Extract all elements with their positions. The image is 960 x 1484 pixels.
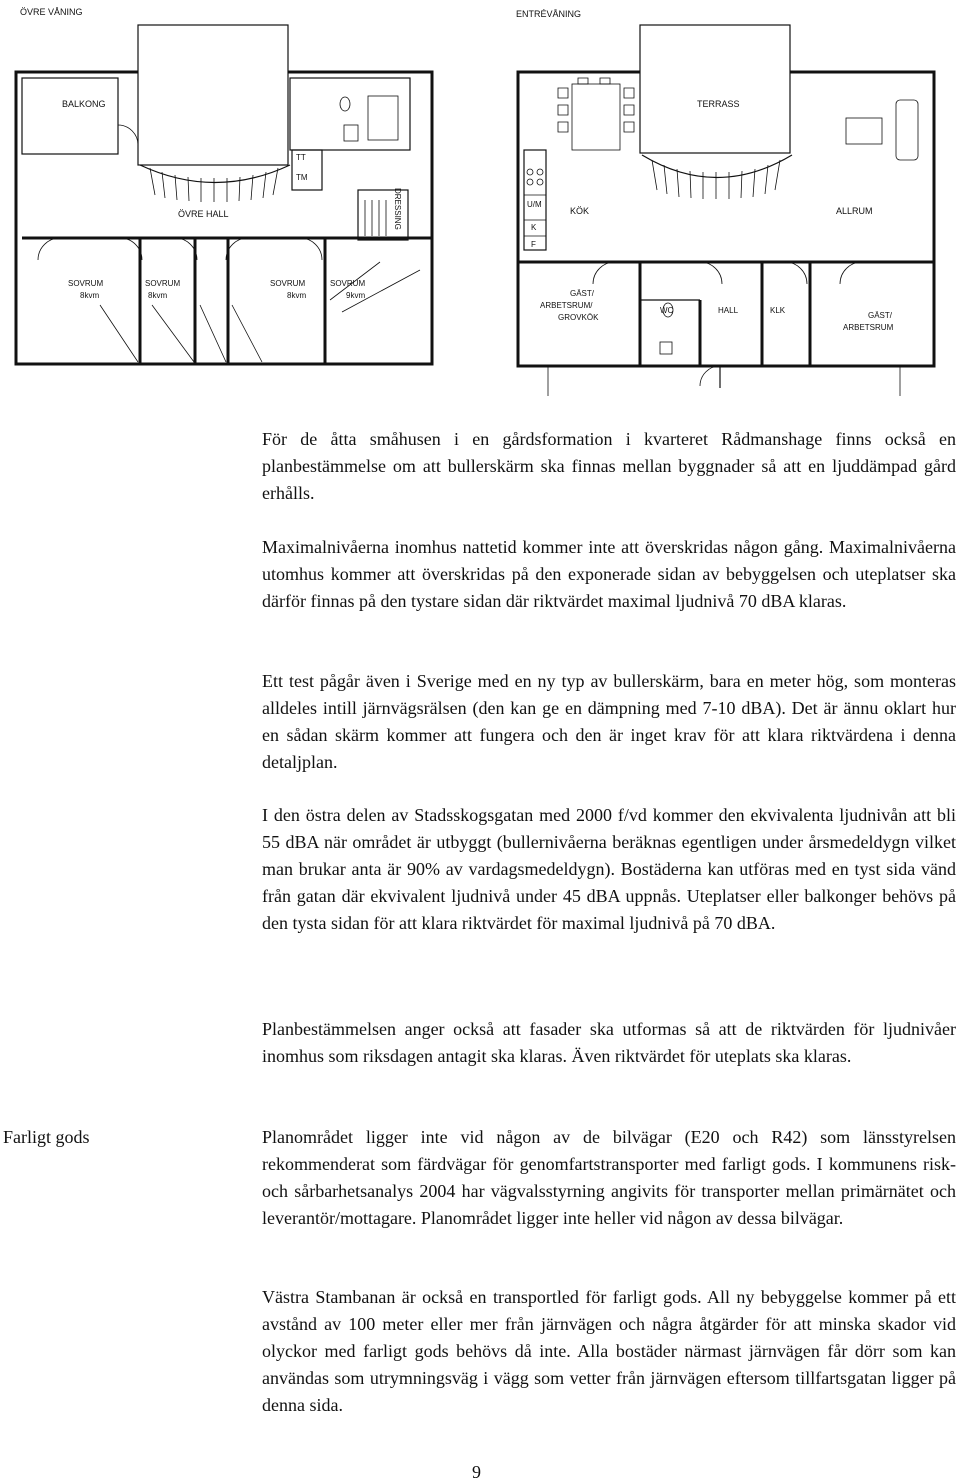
bedroom4-size: 9kvm xyxy=(346,291,366,300)
paragraph-test-screen: Ett test pågår även i Sverige med en ny typ av bullerskärm, bara en meter hög, som monteras alldeles intill järnvägsrälsen (den kan ge en dämpning med 7-10 dBA). Det är ännu oklart hur en sådan skärm kommer att fungera och den är inget krav för att klara riktvärdena i denna detaljplan. xyxy=(262,671,956,772)
bedroom2-size: 8kvm xyxy=(148,291,168,300)
bedroom4-name: SOVRUM xyxy=(330,279,366,288)
room-balcony: BALKONG xyxy=(62,99,106,109)
room-tm: TM xyxy=(296,173,308,182)
room-terrace: TERRASS xyxy=(697,99,740,109)
paragraph-facades: Planbestämmelsen anger också att fasader ska utformas så att de riktvärden för ljudnivåer inomhus som riksdagen antagit ska klaras. Även riktvärdet för uteplats ska klaras. xyxy=(262,1019,956,1066)
bedroom2-name: SOVRUM xyxy=(145,279,181,288)
room-klk: KLK xyxy=(770,306,786,315)
room-wc: WC xyxy=(660,306,674,315)
room-guest2-line2: ARBETSRUM xyxy=(843,323,894,332)
room-guest-work-line1: GÄST/ xyxy=(570,289,595,298)
paragraph-courtyard-screen: För de åtta småhusen i en gårdsformation i kvarteret Rådmanshage finns också en planbestämmelse om att bullerskärm ska finnas mellan byggnader så att en ljuddämpad gård erhålls. xyxy=(262,429,956,503)
room-k: K xyxy=(531,223,537,232)
room-dressing: DRESSING xyxy=(393,188,402,230)
section-heading-farligt-gods: Farligt gods xyxy=(3,1127,90,1147)
page-number: 9 xyxy=(472,1462,481,1482)
paragraph-dangerous-goods-roads: Planområdet ligger inte vid någon av de bilvägar (E20 och R42) som länsstyrelsen rekommenderat som färdvägar för genomfartstransporter med farligt gods. I kommunens risk- och sårbarhetsanalys 2004 har vägvalsstyrning angivits för transporter mellan primärnätet och leverantör/mottagare. Planområdet ligger inte heller vid någon av dessa bilvägar. xyxy=(262,1127,956,1228)
room-um: U/M xyxy=(527,200,542,209)
room-guest-work-line2: ARBETSRUM/ xyxy=(540,301,593,310)
bedroom1-size: 8kvm xyxy=(80,291,100,300)
floor-plans xyxy=(0,0,960,400)
paragraph-railway: Västra Stambanan är också en transportled för farligt gods. All ny bebyggelse kommer på ett avstånd av 100 meter eller mer från järnvägen och några åtgärder för att minska skador vid olyckor med farligt gods behövs då inte. Alla bostäder närmast järnvägen får dörr som kan användas som utrymningsväg i vägg som vetter från järnvägen eftersom tillfartsgatan ligger på denna sida. xyxy=(262,1287,956,1415)
room-tt: TT xyxy=(296,153,306,162)
room-guest-work-line3: GROVKÖK xyxy=(558,313,599,322)
entrance-floor-plan xyxy=(516,9,934,396)
room-kitchen: KÖK xyxy=(570,206,590,216)
room-upper-hall: ÖVRE HALL xyxy=(178,209,229,219)
entrance-floor-title: ENTRÉVÅNING xyxy=(516,9,582,19)
upper-floor-title: ÖVRE VÅNING xyxy=(20,7,83,17)
paragraph-max-levels: Maximalnivåerna inomhus nattetid kommer inte att överskridas någon gång. Maximalnivåerna utomhus kommer att överskridas på den exponerade sidan av bebyggelsen och uteplatser ska därför finnas på den tystare sidan där riktvärdet maximal ljudnivå 70 dBA klaras. xyxy=(262,537,956,611)
paragraph-stadsskogsgatan: I den östra delen av Stadsskogsgatan med 2000 f/vd kommer den ekvivalenta ljudnivån att bli 55 dBA när området är utbyggt (bullernivåerna beräknas egentligen under årsmedeldygn vilket man brukar anta är 90% av vardagsmedeldygn). Bostäderna kan utföras med en tyst sida vänd från gatan där ekvivalent ljudnivå under 45 dBA uppnås. Uteplatser eller balkonger behövs på den tysta sidan för att klara riktvärdet för maximal ljudnivå på 70 dBA. xyxy=(262,805,956,933)
room-guest2-line1: GÄST/ xyxy=(868,311,893,320)
bedroom1-name: SOVRUM xyxy=(68,279,104,288)
room-hall: HALL xyxy=(718,306,739,315)
room-living: ALLRUM xyxy=(836,206,873,216)
bedroom3-size: 8kvm xyxy=(287,291,307,300)
room-f: F xyxy=(531,240,536,249)
bedroom3-name: SOVRUM xyxy=(270,279,306,288)
upper-floor-plan xyxy=(16,7,432,364)
